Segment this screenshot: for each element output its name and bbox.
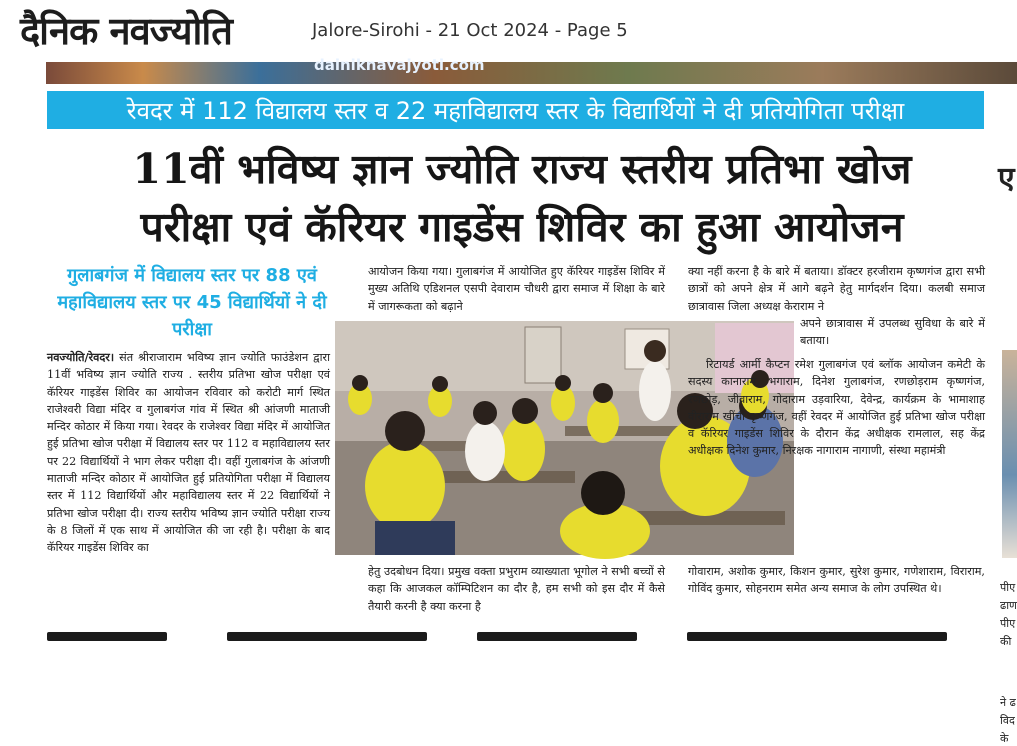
article-column-3-top: क्या नहीं करना है के बारे में बताया। डॉक्टर हरजीराम कृष्णगंज द्वारा सभी छात्रों को अपने क्षेत्र में आगे बढ़ने हेतु मार्गदर्शन दिया। कलबी समाज छात्रावास जिला अध्यक्ष केराराम ने xyxy=(688,265,985,313)
adjacent-text-1: पीए xyxy=(1000,581,1016,594)
dateline: नवज्योति/रेवदर। xyxy=(47,350,115,364)
article-column-3-bottom: गोवाराम, अशोक कुमार, किशन कुमार, सुरेश कुमार, गणेशाराम, विराराम, गोविंद कुमार, सोहनराम समेत अन्य समाज के लोग उपस्थित थे। xyxy=(688,565,985,596)
banner-url: dainiknavajyoti.com xyxy=(314,56,485,74)
adjacent-text-7: के xyxy=(1000,732,1009,745)
headline-line-1: 11वीं भविष्य ज्ञान ज्योति राज्य स्तरीय प्रतिभा खोज xyxy=(132,145,912,193)
adjacent-text-5: ने ढ xyxy=(1000,696,1016,709)
article-subhead: गुलाबगंज में विद्यालय स्तर पर 88 एवं महाविद्यालय स्तर पर 45 विद्यार्थियों ने दी परीक्षा xyxy=(57,265,327,340)
cropped-text-fragment xyxy=(687,632,947,641)
adjacent-text-4: की xyxy=(1000,635,1012,648)
cropped-text-fragment xyxy=(47,632,167,641)
article-column-3-wrap: अपने छात्रावास में उपलब्ध सुविधा के बारे में बताया। xyxy=(800,317,985,348)
article-column-2-bottom: हेतु उदबोधन दिया। प्रमुख वक्ता प्रभुराम व्याख्याता भूगोल ने सभी बच्चों से कहा कि आजकल कॉम्पिटिशन का दौर है, हम सभी को इस दौर में कैसे तैयारी करनी है क्या करना है xyxy=(368,565,665,613)
article-column-3-mid xyxy=(688,356,985,460)
column-1-text: संत श्रीराजाराम भविष्य ज्ञान ज्योति फाउंडेशन द्वारा 11वीं भविष्य ज्ञान ज्योति राज्य . स्तरीय प्रतिभा खोज परीक्षा एवं कॅरियर गाइडेंस शिविर का आयोजन रविवार को करोटी मार्ग स्थित राजेश्वरी विद्या मंदिर व गुलाबगंज गांव में स्थित श्री आंजणी माताजी मन्दिर कोठार में किया गया। रेवदर के राजेश्वर विद्या मंदिर में आयोजित हुई प्रतिभा खोज परीक्षा में विद्यालय स्तर पर 112 व महाविद्यालय स्तर पर 22 विद्यार्थियों ने भाग लेकर परीक्षा दी। वहीं गुलाबगंज के आंजणी माताजी मन्दिर कोठार में आयोजित हुई प्रतियोगिता परीक्षा में विद्यालय स्तर में 112 विद्यार्थियों और महाविद्यालय स्तर में 22 विद्यार्थियों ने प्रतिभा खोज परीक्षा दी। राज्य स्तरीय भविष्य ज्ञान ज्योति परीक्षा राज्य के 8 जिलों में एक साथ में आयोजित की जा रही है। परीक्षा के बाद कॅरियर गाइडेंस शिविर का xyxy=(47,351,330,555)
article-kicker: रेवदर में 112 विद्यालय स्तर व 22 महाविद्यालय स्तर के विद्यार्थियों ने दी प्रतियोगिता परीक्षा xyxy=(47,91,984,129)
adjacent-article-strip xyxy=(996,140,1017,745)
adjacent-photo xyxy=(1002,350,1017,558)
article-column-2-top: आयोजन किया गया। गुलाबगंज में आयोजित हुए कॅरियर गाइडेंस शिविर में मुख्य अतिथि एडिशनल एसपी देवाराम चौधरी द्वारा समाज में शिक्षा के बारे में जागरूकता को बढ़ाने xyxy=(368,265,665,313)
masthead xyxy=(0,0,1017,62)
adjacent-headline-glyph: ए xyxy=(998,161,1015,196)
edition-line: Jalore-Sirohi - 21 Oct 2024 - Page 5 xyxy=(312,20,628,41)
article-headline xyxy=(47,140,997,256)
newspaper-logo: दैनिक नवज्योति xyxy=(20,8,232,53)
adjacent-text-6: विद xyxy=(1000,714,1015,727)
next-headline-cropped xyxy=(47,626,987,640)
column-3-mid-text: रिटायर्ड आर्मी कैप्टन रमेश गुलाबगंज एवं ब्लॉक आयोजन कमेटी के सदस्य कानाराम, भगाराम, दिनेश गुलाबगंज, रणछोड़राम कृष्णगंज, रणछोड़, जीवाराम, गोदाराम उड़वारिया, देवेन्द्र, कार्यक्रम के भामाशाह वीराराम खींची कृष्णगंज, वहीं रेवदर में आयोजित हुई प्रतिभा खोज परीक्षा व कॅरियर गाइडेंस शिविर के दौरान केंद्र अधीक्षक रामलाल, सह केंद्र अधीक्षक दिनेश कुमार, निरक्षक नागाराम नागाणी, संस्था महामंत्री xyxy=(688,358,985,458)
cropped-text-fragment xyxy=(227,632,427,641)
header-banner-image xyxy=(46,56,1017,84)
adjacent-text-2: ढाण xyxy=(1000,599,1017,612)
adjacent-text-3: पीए xyxy=(1000,617,1016,630)
headline-line-2: परीक्षा एवं कॅरियर गाइडेंस शिविर का हुआ आयोजन xyxy=(140,203,904,251)
cropped-text-fragment xyxy=(477,632,637,641)
article-column-1 xyxy=(47,349,330,557)
